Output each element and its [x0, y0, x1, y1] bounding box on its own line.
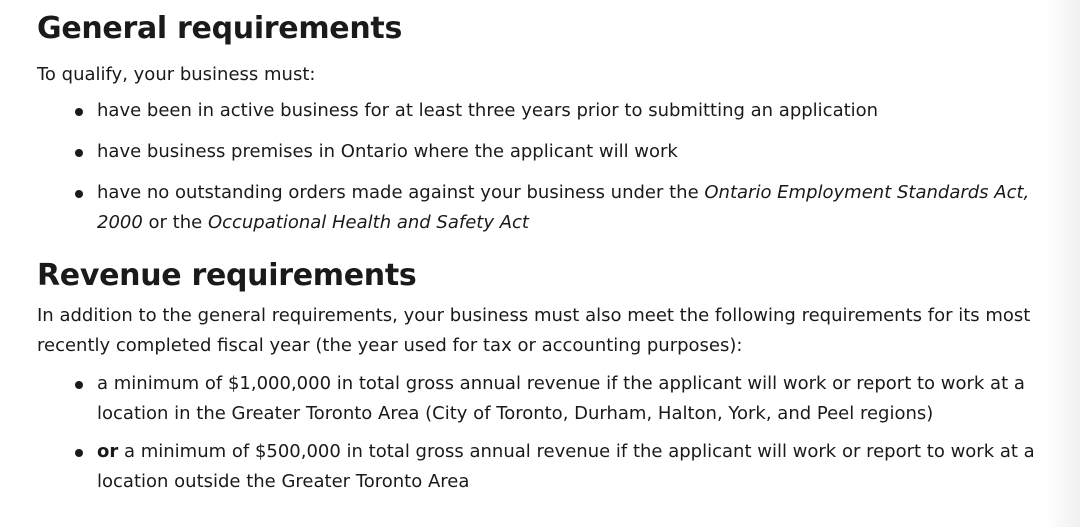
bullet-icon: [75, 149, 83, 157]
general-requirements-list: [37, 96, 1067, 238]
general-intro: To qualify, your business must:: [37, 64, 316, 85]
list-item: [37, 178, 1067, 238]
list-item-text: have been in active business for at least three years prior to submitting an application: [97, 100, 879, 121]
list-item: [37, 137, 1067, 167]
list-item-text: or the: [142, 212, 208, 233]
revenue-requirements-heading: Revenue requirements: [37, 258, 417, 293]
general-requirements-section: [37, 10, 1067, 238]
revenue-intro: In addition to the general requirements, your business must also meet the following requirements for its most recently completed fiscal year (the year used for tax or accounting purposes):: [37, 305, 1031, 356]
list-item: [37, 369, 1067, 429]
list-item-text: a minimum of $500,000 in total gross annual revenue if the applicant will work or report to work at a location outside the Greater Toronto Area: [97, 441, 1035, 492]
bullet-icon: [75, 190, 83, 198]
revenue-requirements-list: [37, 369, 1067, 497]
list-item-text: have business premises in Ontario where the applicant will work: [97, 141, 678, 162]
bullet-icon: [75, 449, 83, 457]
list-item-text: a minimum of $1,000,000 in total gross annual revenue if the applicant will work or report to work at a location in the Greater Toronto Area (City of Toronto, Durham, Halton, York, and Peel regions): [97, 373, 1025, 424]
page-content: [37, 10, 1067, 505]
act-title-occupational-health: Occupational Health and Safety Act: [207, 212, 529, 233]
emphasis-or: or: [97, 441, 119, 462]
list-item: [37, 437, 1067, 497]
list-item: [37, 96, 1067, 126]
revenue-requirements-section: [37, 257, 1067, 497]
general-requirements-heading: General requirements: [37, 11, 403, 46]
bullet-icon: [75, 381, 83, 389]
act-title-employment-standards: Ontario Employment Standards Act, 2000: [97, 182, 1030, 233]
bullet-icon: [75, 108, 83, 116]
list-item-text: have no outstanding orders made against your business under the: [97, 182, 705, 203]
